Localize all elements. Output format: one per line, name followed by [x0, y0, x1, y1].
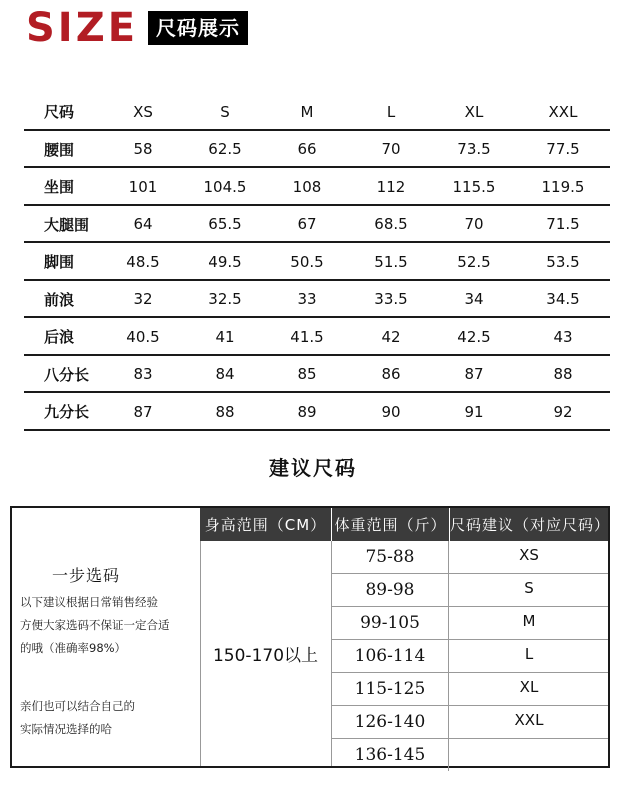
table-row: [24, 393, 610, 431]
measure-label: 前浪: [44, 290, 75, 309]
measure-value: 104.5: [203, 177, 247, 196]
measure-value: 41: [215, 327, 235, 346]
recommend-lead: 一步选码: [52, 566, 121, 585]
table-row: [24, 318, 610, 356]
suggested-size-value: [450, 739, 608, 771]
size-heading: SIZE: [26, 5, 139, 51]
recommend-table: [10, 506, 610, 768]
measure-label: 后浪: [44, 328, 75, 347]
note-line: 实际情况选择的哈: [20, 722, 112, 736]
height-range-value: 150-170以上: [200, 541, 332, 766]
suggested-size-value: S: [524, 579, 534, 597]
measure-value: 33: [297, 290, 317, 309]
size-header-xs: XS: [133, 102, 153, 121]
measure-value: 41.5: [290, 327, 324, 346]
height-range-header: 身高范围（CM）: [200, 508, 331, 541]
table-row: [332, 541, 608, 574]
table-row: [332, 706, 608, 739]
measure-value: 40.5: [126, 327, 160, 346]
measure-label: 坐围: [44, 178, 75, 197]
measure-value: 73.5: [457, 140, 491, 159]
measure-value: 65.5: [208, 215, 242, 234]
size-column-header: 尺码: [44, 103, 75, 122]
recommend-title: 建议尺码: [269, 456, 357, 480]
measure-value: 115.5: [452, 177, 496, 196]
suggested-size-value: XL: [519, 678, 539, 696]
size-chart-table: [24, 93, 610, 431]
table-row: [332, 574, 608, 607]
size-chart-header-row: [24, 93, 610, 131]
measure-value: 42: [381, 327, 401, 346]
measure-value: 33.5: [374, 290, 408, 309]
measure-value: 43: [553, 327, 573, 346]
page-header: [26, 6, 248, 50]
size-header-xl: XL: [464, 102, 484, 121]
measure-value: 32.5: [208, 290, 242, 309]
recommend-grid: [200, 508, 611, 766]
measure-label: 腰围: [44, 140, 75, 159]
measure-value: 91: [464, 402, 484, 421]
measure-value: 83: [133, 365, 153, 384]
weight-range-value: 89-98: [332, 574, 449, 606]
measure-value: 101: [128, 177, 158, 196]
size-header-l: L: [386, 102, 396, 121]
table-row: [24, 131, 610, 169]
weight-range-value: 136-145: [332, 739, 449, 771]
measure-value: 90: [381, 402, 401, 421]
measure-value: 71.5: [546, 215, 580, 234]
measure-value: 50.5: [290, 252, 324, 271]
weight-range-value: 115-125: [332, 673, 449, 705]
table-row: [24, 243, 610, 281]
table-row: [332, 673, 608, 706]
recommend-note-1: [20, 591, 170, 660]
weight-range-value: 106-114: [332, 640, 449, 672]
size-header-m: M: [300, 102, 314, 121]
table-row: [332, 640, 608, 673]
measure-value: 62.5: [208, 140, 242, 159]
recommend-note-2: [20, 695, 135, 741]
measure-value: 58: [133, 140, 153, 159]
measure-value: 112: [376, 177, 406, 196]
size-suggest-header: 尺码建议（对应尺码）: [450, 508, 608, 541]
weight-range-value: 99-105: [332, 607, 449, 639]
measure-value: 77.5: [546, 140, 580, 159]
measure-value: 92: [553, 402, 573, 421]
size-header-xxl: XXL: [548, 102, 578, 121]
measure-value: 32: [133, 290, 153, 309]
measure-value: 49.5: [208, 252, 242, 271]
measure-value: 66: [297, 140, 317, 159]
measure-value: 53.5: [546, 252, 580, 271]
table-row: [24, 281, 610, 319]
measure-value: 34.5: [546, 290, 580, 309]
measure-value: 87: [133, 402, 153, 421]
table-row: [332, 607, 608, 640]
measure-value: 86: [381, 365, 401, 384]
note-line: 的哦（准确率98%）: [20, 641, 127, 655]
measure-value: 87: [464, 365, 484, 384]
measure-value: 88: [553, 365, 573, 384]
suggested-size-value: M: [522, 612, 536, 630]
measure-value: 34: [464, 290, 484, 309]
measure-value: 108: [292, 177, 322, 196]
measure-value: 85: [297, 365, 317, 384]
measure-value: 64: [133, 215, 153, 234]
suggested-size-value: XXL: [514, 711, 544, 729]
weight-range-value: 126-140: [332, 706, 449, 738]
table-row: [24, 356, 610, 394]
size-header-s: S: [220, 102, 230, 121]
recommend-notes: [12, 508, 201, 766]
measure-value: 88: [215, 402, 235, 421]
measure-value: 51.5: [374, 252, 408, 271]
note-line: 方便大家选码不保证一定合适: [20, 618, 170, 632]
measure-label: 大腿围: [44, 215, 90, 234]
note-line: 以下建议根据日常销售经验: [20, 595, 158, 609]
table-row: [332, 739, 608, 771]
weight-range-value: 75-88: [332, 541, 449, 573]
measure-label: 八分长: [44, 365, 90, 384]
weight-size-rows: [332, 541, 608, 771]
table-row: [24, 168, 610, 206]
size-display-label: 尺码展示: [148, 11, 248, 45]
measure-value: 52.5: [457, 252, 491, 271]
measure-label: 脚围: [44, 253, 75, 272]
measure-value: 119.5: [541, 177, 585, 196]
suggested-size-value: L: [524, 645, 534, 663]
measure-value: 70: [464, 215, 484, 234]
measure-value: 48.5: [126, 252, 160, 271]
table-row: [24, 206, 610, 244]
measure-value: 42.5: [457, 327, 491, 346]
note-line: 亲们也可以结合自己的: [20, 699, 135, 713]
measure-value: 84: [215, 365, 235, 384]
measure-value: 67: [297, 215, 317, 234]
measure-label: 九分长: [44, 403, 90, 422]
measure-value: 89: [297, 402, 317, 421]
suggested-size-value: XS: [519, 546, 539, 564]
weight-range-header: 体重范围（斤）: [332, 508, 449, 541]
measure-value: 70: [381, 140, 401, 159]
measure-value: 68.5: [374, 215, 408, 234]
